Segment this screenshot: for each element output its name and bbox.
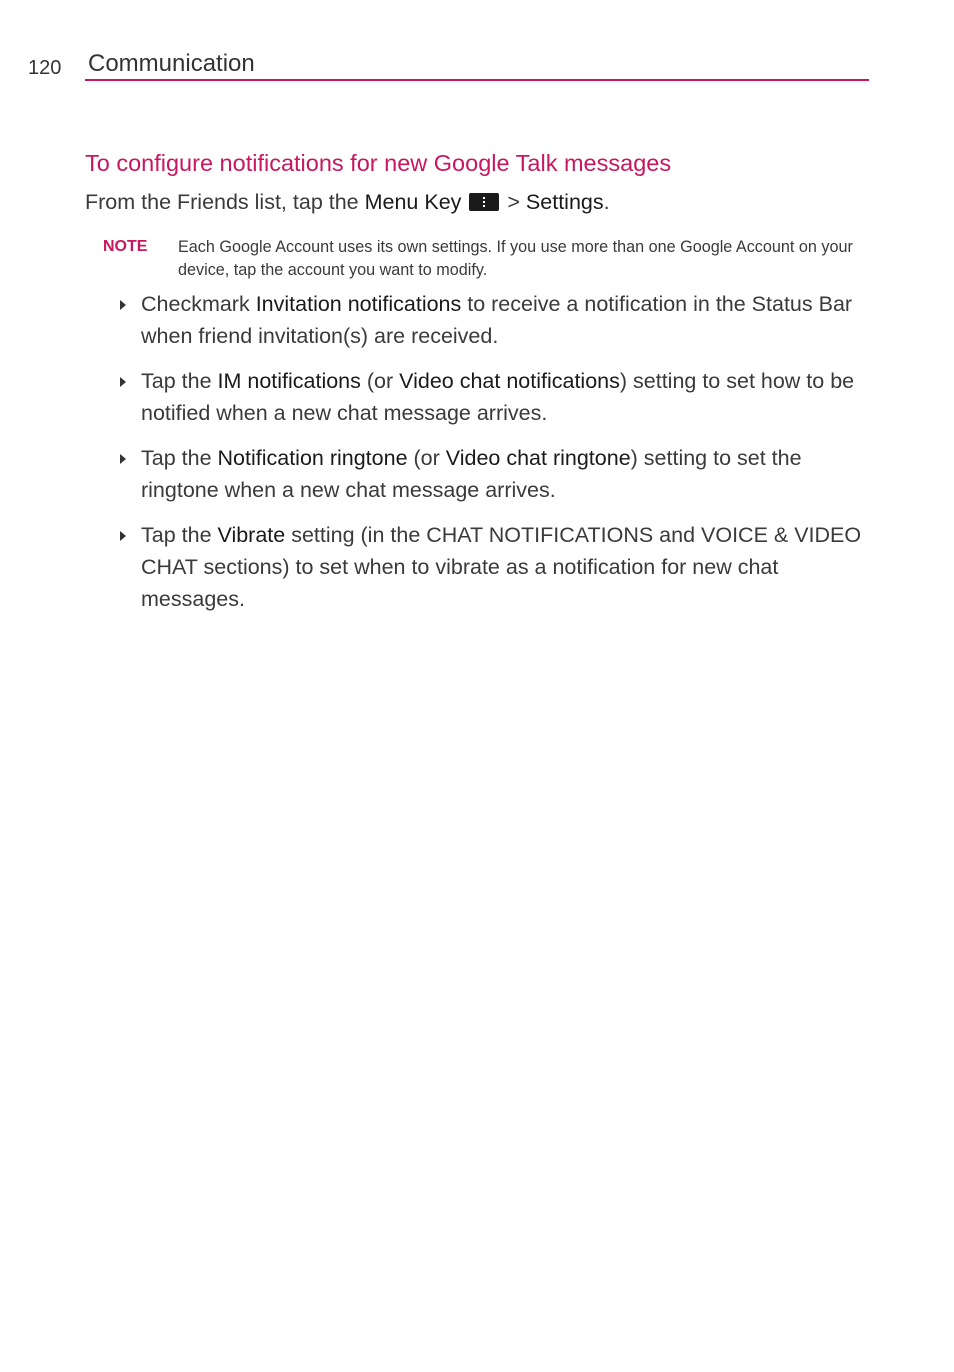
intro-prefix: From the Friends list, tap the xyxy=(85,190,365,214)
bullet-arrow-icon xyxy=(120,300,126,310)
item-text: setting (in the CHAT NOTIFICATIONS and VOICE & VIDEO CHAT sections) to set when to vibrate as a notification for new chat messages. xyxy=(141,523,862,611)
bullet-arrow-icon xyxy=(120,531,126,541)
item-bold-text: Notification ringtone xyxy=(217,446,408,470)
item-bold-text: Video chat ringtone xyxy=(445,446,631,470)
item-text: ) setting to set the ringtone when a new chat message arrives. xyxy=(141,446,802,502)
list-item xyxy=(115,442,875,506)
item-bold-text: Invitation notifications xyxy=(255,292,462,316)
item-text: (or xyxy=(407,446,446,470)
section-title: Communication xyxy=(88,50,255,77)
item-text: ) setting to set how to be notified when a new chat message arrives. xyxy=(141,369,855,425)
header-rule xyxy=(85,79,869,81)
item-text: to receive a notification in the Status Bar when friend invitation(s) are received. xyxy=(141,292,853,348)
intro-separator: > xyxy=(501,190,526,214)
subheading: To configure notifications for new Google Talk messages xyxy=(85,150,672,176)
bullet-arrow-icon xyxy=(120,454,126,464)
menu-key-icon xyxy=(469,193,499,211)
item-text: Tap the xyxy=(141,523,218,547)
intro-paragraph xyxy=(85,190,610,215)
item-bold-text: IM notifications xyxy=(217,369,361,393)
settings-label: Settings xyxy=(525,190,604,214)
list-item xyxy=(115,519,875,615)
note-text: Each Google Account uses its own settings. If you use more than one Google Account on your device, tap the account you want to modify. xyxy=(178,238,853,279)
page-number: 120 xyxy=(28,57,62,79)
bullet-arrow-icon xyxy=(120,377,126,387)
item-bold-text: Video chat notifications xyxy=(399,369,620,393)
item-text: Tap the xyxy=(141,446,218,470)
item-text: Tap the xyxy=(141,369,218,393)
list-item xyxy=(115,365,875,429)
list-item xyxy=(115,288,875,352)
item-text: Checkmark xyxy=(141,292,256,316)
menu-key-label: Menu Key xyxy=(364,190,462,214)
instruction-list xyxy=(115,288,875,628)
item-bold-text: Vibrate xyxy=(217,523,286,547)
intro-suffix: . xyxy=(603,190,610,214)
item-text: (or xyxy=(360,369,400,393)
note-label: NOTE xyxy=(103,238,148,255)
